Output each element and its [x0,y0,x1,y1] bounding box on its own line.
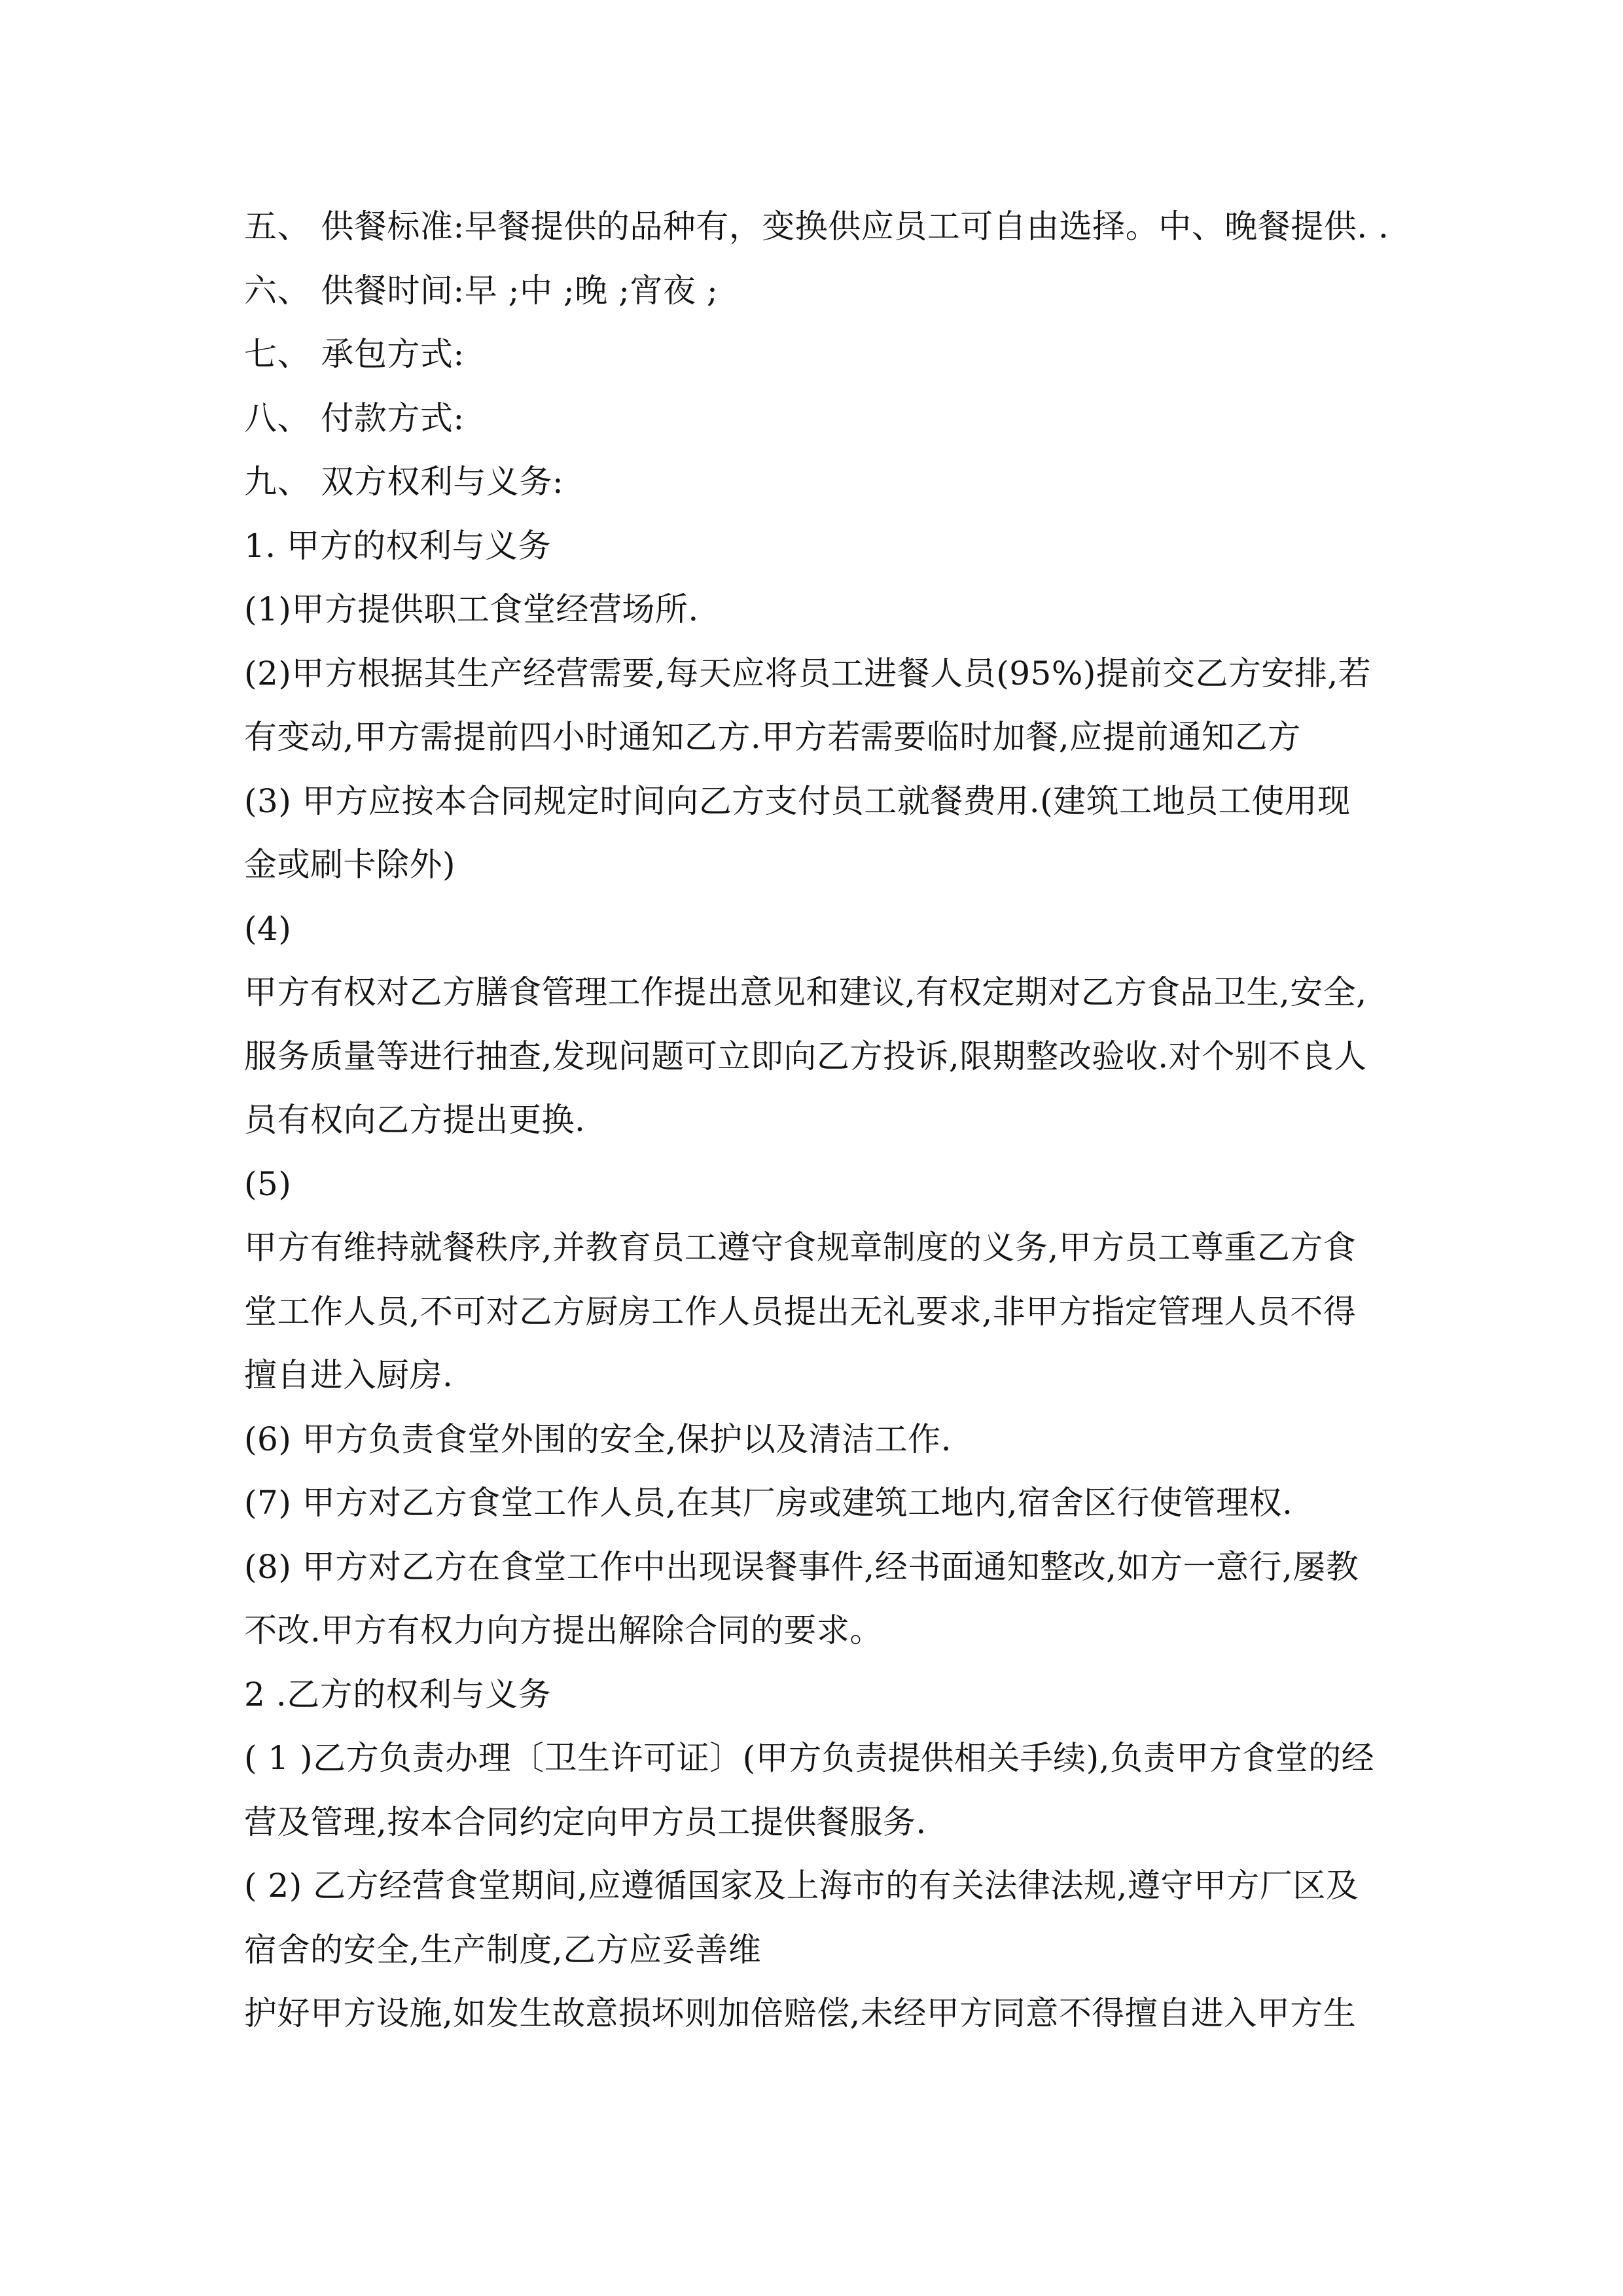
text-line: 甲方有维持就餐秩序,并教育员工遵守食规章制度的义务,甲方员工尊重乙方食 [244,1229,1357,1266]
text-line: 金或刷卡除外) [244,846,456,884]
text-line: (1)甲方提供职工食堂经营场所. [244,590,699,628]
text-line: 1. 甲方的权利与义务 [244,526,552,565]
text-line: 2 .乙方的权利与义务 [244,1675,552,1713]
text-line: (2)甲方根据其生产经营需要,每天应将员工进餐人员(95%)提前交乙方安排,若 [244,654,1372,692]
text-line: 七、 承包方式: [244,335,465,373]
text-line: 六、 供餐时间:早 ;中 ;晚 ;宵夜 ; [244,271,719,310]
text-line: (3) 甲方应按本合同规定时间向乙方支付员工就餐费用.(建筑工地员工使用现 [244,781,1351,820]
text-line: 营及管理,按本合同约定向甲方员工提供餐服务. [244,1803,927,1841]
text-line: 甲方有权对乙方膳食管理工作提出意见和建议,有权定期对乙方食品卫生,安全, [244,973,1367,1011]
text-line: 服务质量等进行抽查,发现问题可立即向乙方投诉,限期整改验收.对个别不良人 [244,1037,1367,1075]
text-line: 九、 双方权利与义务: [244,463,564,501]
text-line: (6) 甲方负责食堂外围的安全,保护以及清洁工作. [244,1420,952,1458]
text-line: ( 1 )乙方负责办理〔卫生许可证〕(甲方负责提供相关手续),负责甲方食堂的经 [244,1739,1375,1777]
text-line: 五、 供餐标准:早餐提供的品种有，变换供应员工可自由选择。中、晚餐提供. . [244,207,1389,245]
text-line: 不改.甲方有权力向方提出解除合同的要求。 [244,1611,883,1649]
text-line: 八、 付款方式: [244,399,465,437]
text-line: 员有权向乙方提出更换. [244,1101,586,1139]
text-line: 护好甲方设施,如发生故意损坏则加倍赔偿,未经甲方同意不得擅自进入甲方生 [244,1994,1357,2032]
text-line: ( 2) 乙方经营食堂期间,应遵循国家及上海市的有关法律法规,遵守甲方厂区及 [244,1867,1359,1905]
text-line: 擅自进入厨房. [244,1356,454,1394]
text-line: 有变动,甲方需提前四小时通知乙方.甲方若需要临时加餐,应提前通知乙方 [244,718,1301,756]
text-line: 宿舍的安全,生产制度,乙方应妥善维 [244,1930,762,1969]
text-line: 堂工作人员,不可对乙方厨房工作人员提出无礼要求,非甲方指定管理人员不得 [244,1292,1357,1331]
text-line: (7) 甲方对乙方食堂工作人员,在其厂房或建筑工地内,宿舍区行使管理权. [244,1484,1293,1522]
text-line: (8) 甲方对乙方在食堂工作中出现误餐事件,经书面通知整改,如方一意行,屡教 [244,1547,1359,1586]
text-line: (5) [244,1164,292,1203]
text-line: (4) [244,909,292,948]
document-body [244,195,1389,2046]
